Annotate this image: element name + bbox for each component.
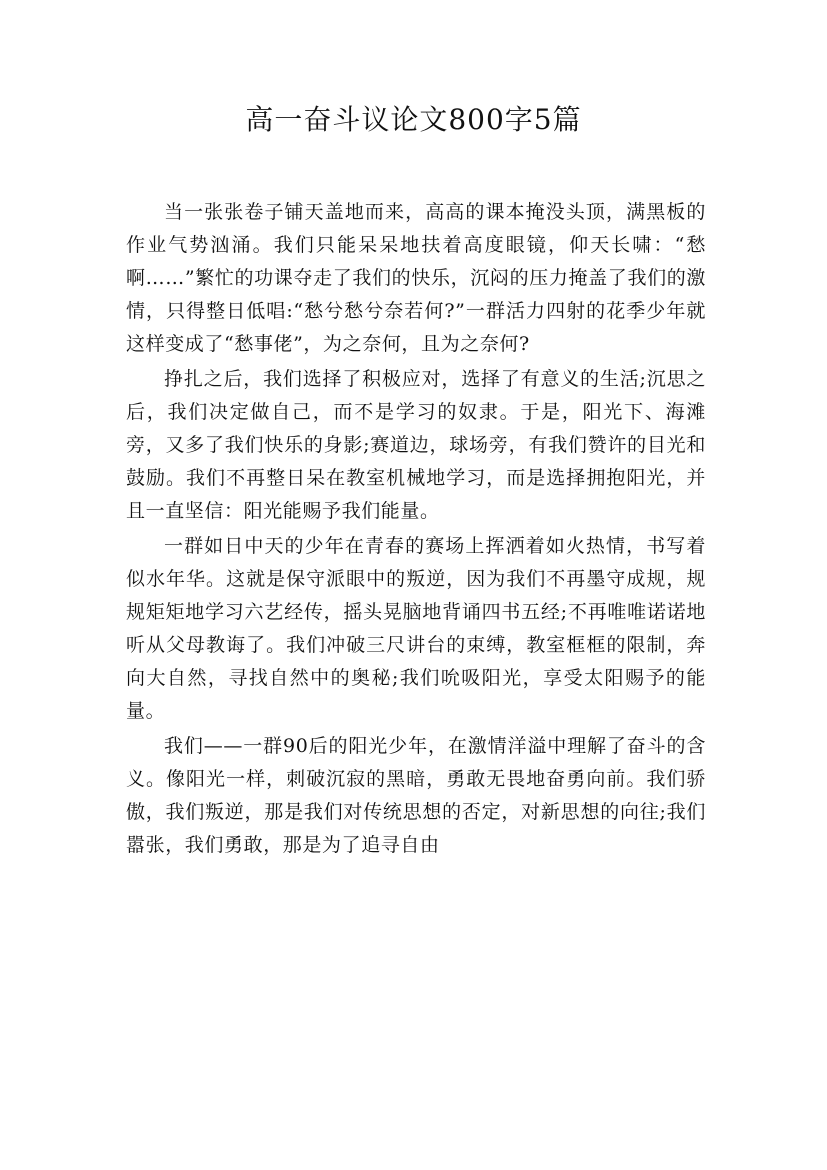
document-title: 高一奋斗议论文800字5篇: [245, 103, 582, 136]
document-body: [126, 196, 706, 862]
paragraph-4: 我们——一群90后的阳光少年，在激情洋溢中理解了奋斗的含义。像阳光一样，刺破沉寂的黑暗，勇敢无畏地奋勇向前。我们骄傲，我们叛逆，那是我们对传统思想的否定，对新思想的向往;我们嚣张，我们勇敢，那是为了追寻自由: [126, 735, 706, 856]
paragraph-3: 一群如日中天的少年在青春的赛场上挥洒着如火热情，书写着似水年华。这就是保守派眼中的叛逆，因为我们不再墨守成规，规规矩矩地学习六艺经传，摇头晃脑地背诵四书五经;不再唯唯诺诺地听从父母教诲了。我们冲破三尺讲台的束缚，教室框框的限制，奔向大自然，寻找自然中的奥秘;我们吮吸阳光，享受太阳赐予的能量。: [126, 535, 706, 722]
paragraph-2: 挣扎之后，我们选择了积极应对，选择了有意义的生活;沉思之后，我们决定做自己，而不是学习的奴隶。于是，阳光下、海滩旁，又多了我们快乐的身影;赛道边，球场旁，有我们赞许的目光和鼓励。我们不再整日呆在教室机械地学习，而是选择拥抱阳光，并且一直坚信：阳光能赐予我们能量。: [126, 368, 706, 522]
paragraph-1: 当一张张卷子铺天盖地而来，高高的课本掩没头顶，满黑板的作业气势汹涌。我们只能呆呆地扶着高度眼镜，仰天长啸：“愁啊……”繁忙的功课夺走了我们的快乐，沉闷的压力掩盖了我们的激情，只得整日低唱:“愁兮愁兮奈若何?”一群活力四射的花季少年就这样变成了“愁事佬”，为之奈何，且为之奈何?: [126, 201, 706, 355]
